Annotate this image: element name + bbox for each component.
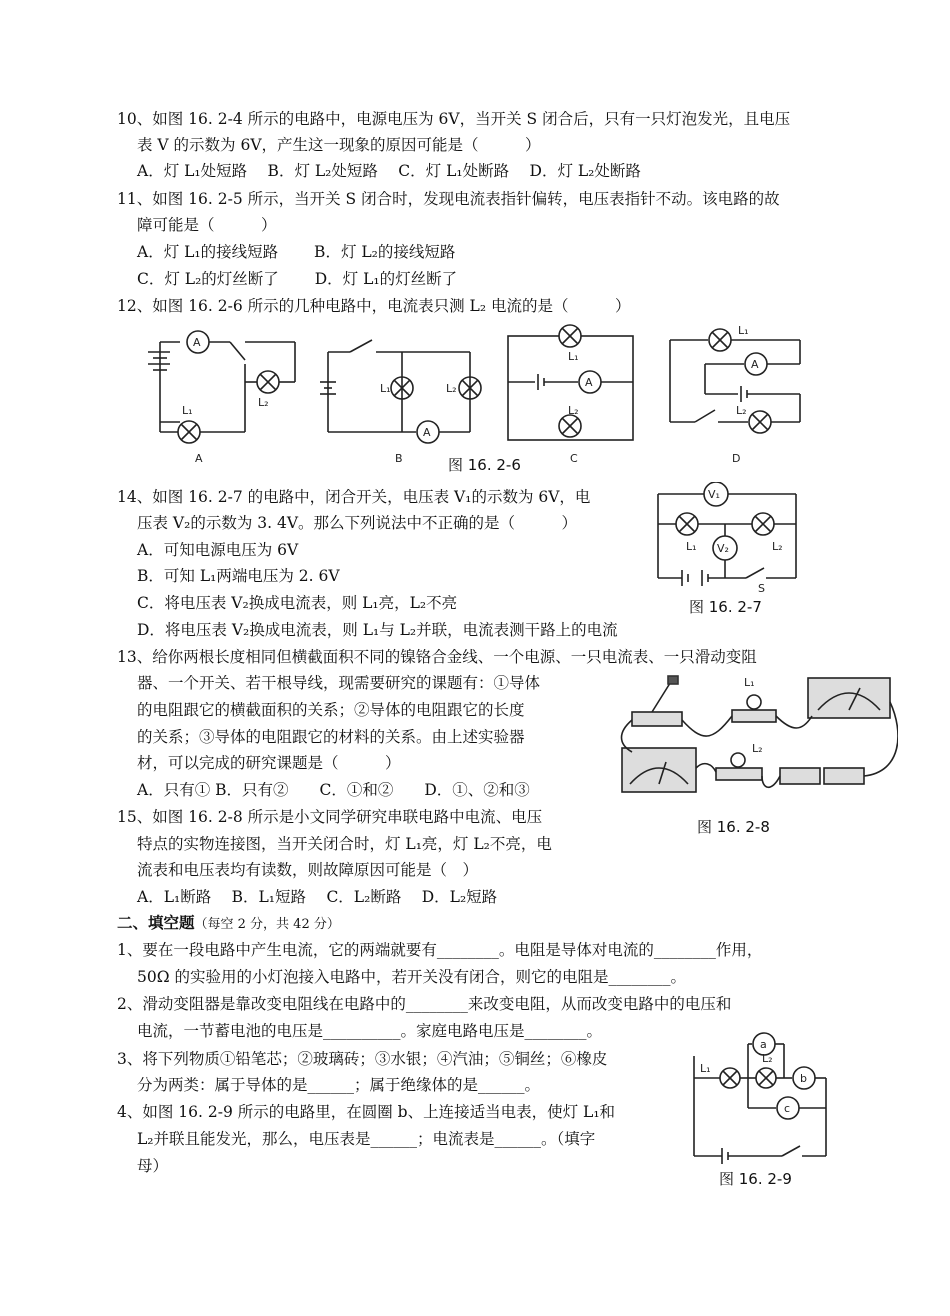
q10-line2: 表 V 的示数为 6V，产生这一现象的原因可能是（ ） — [137, 136, 541, 154]
q10-line1: 10、如图 16. 2-4 所示的电路中，电源电压为 6V，当开关 S 闭合后，只有一只灯泡发光，且电压 — [117, 110, 791, 128]
q13-options: A．只有① B．只有② C．①和② D．①、②和③ — [137, 781, 530, 799]
f3-line1: 3、将下列物质①铅笔芯；②玻璃砖；③水银；④汽油；⑤铜丝；⑥橡皮 — [117, 1050, 608, 1068]
circuit-c-label: C — [570, 452, 578, 465]
q14-line2: 压表 V₂的示数为 3. 4V。那么下列说法中不正确的是（ ） — [137, 514, 578, 532]
battery-2-icon — [824, 768, 864, 784]
q12-line1: 12、如图 16. 2-6 所示的几种电路中，电流表只测 L₂ 电流的是（ ） — [117, 297, 631, 315]
l2-label-147: L₂ — [772, 540, 783, 553]
f4-line1: 4、如图 16. 2-9 所示的电路里，在圆圈 b、上连接适当电表，使灯 L₁和 — [117, 1103, 616, 1121]
q13-line3: 的电阻跟它的横截面积的关系；②导体的电阻跟它的长度 — [137, 701, 525, 719]
f4-line3: 母） — [137, 1157, 169, 1175]
l2-label-a: L₂ — [258, 396, 269, 409]
f2-line1: 2、滑动变阻器是靠改变电阻线在电路中的________来改变电阻，从而改变电路中的电压和 — [117, 995, 732, 1013]
ammeter-icon-148 — [622, 748, 696, 792]
circuit-d-label: D — [732, 452, 741, 465]
circuit-b-label: B — [395, 452, 403, 465]
q13-line4: 的关系；③导体的电阻跟它的材料的关系。由上述实验器 — [137, 728, 525, 746]
q14-option-b: B．可知 L₁两端电压为 2. 6V — [137, 567, 340, 585]
l2-label-148: L₂ — [752, 742, 763, 755]
figure-16-2-6-caption: 图 16. 2-6 — [448, 456, 521, 474]
section-2-heading — [117, 912, 340, 936]
q15-line2: 特点的实物连接图，当开关闭合时，灯 L₁亮，灯 L₂不亮，电 — [137, 835, 552, 853]
figure-16-2-9-caption: 图 16. 2-9 — [719, 1170, 792, 1188]
meter-b-label: b — [800, 1072, 807, 1085]
l1-label-d: L₁ — [738, 324, 749, 337]
meter-a-label: a — [760, 1038, 767, 1051]
q11-line1: 11、如图 16. 2-5 所示，当开关 S 闭合时，发现电流表指针偏转，电压表指针不动。该电路的故 — [117, 190, 780, 208]
l1-label-c: L₁ — [568, 350, 579, 363]
q13-line2: 器、一个开关、若干根导线，现需要研究的课题有：①导体 — [137, 674, 541, 692]
q14-option-d: D．将电压表 V₂换成电流表，则 L₁与 L₂并联，电流表测干路上的电流 — [137, 621, 618, 639]
q11-line2: 障可能是（ ） — [137, 216, 277, 234]
ammeter-label-d: A — [751, 358, 759, 371]
ammeter-label-a: A — [193, 336, 201, 349]
battery-1-icon — [780, 768, 820, 784]
l1-label-a: L₁ — [182, 404, 193, 417]
q14-line1: 14、如图 16. 2-7 的电路中，闭合开关，电压表 V₁的示数为 6V，电 — [117, 488, 591, 506]
figure-16-2-9 — [686, 1032, 836, 1166]
f4-line2: L₂并联且能发光，那么，电压表是______；电流表是______。（填字 — [137, 1130, 596, 1148]
q15-line1: 15、如图 16. 2-8 所示是小文同学研究串联电路中电流、电压 — [117, 808, 543, 826]
l1-label-b: L₁ — [380, 382, 391, 395]
q15-options: A．L₁断路 B．L₁短路 C．L₂断路 D．L₂短路 — [137, 888, 498, 906]
figure-16-2-8 — [612, 672, 898, 812]
figure-16-2-6 — [140, 322, 810, 474]
voltmeter-icon — [808, 678, 890, 718]
l1-label-169: L₁ — [700, 1062, 711, 1075]
section-2-note: （每空 2 分，共 42 分） — [194, 917, 340, 932]
q14-option-a: A．可知电源电压为 6V — [137, 541, 299, 559]
ammeter-label-c: A — [585, 376, 593, 389]
circuit-b — [320, 340, 481, 465]
v2-label: V₂ — [717, 542, 729, 555]
circuit-a — [148, 331, 295, 465]
lamp-l2-icon — [716, 768, 762, 780]
v1-label: V₁ — [708, 488, 720, 501]
figure-16-2-8-caption: 图 16. 2-8 — [697, 818, 770, 836]
l2-label-b: L₂ — [446, 382, 457, 395]
lamp-l1-icon — [732, 710, 776, 722]
f3-line2: 分为两类：属于导体的是______；属于绝缘体的是______。 — [137, 1076, 541, 1094]
l2-label-d: L₂ — [736, 404, 747, 417]
q14-option-c: C．将电压表 V₂换成电流表，则 L₁亮，L₂不亮 — [137, 594, 458, 612]
circuit-a-label: A — [195, 452, 203, 465]
figure-16-2-7-caption: 图 16. 2-7 — [689, 598, 762, 616]
rheostat-icon — [632, 712, 682, 726]
circuit-d — [670, 324, 800, 465]
l2-label-c: L₂ — [568, 404, 579, 417]
switch-s-label: S — [758, 582, 765, 595]
l2-label-169: L₂ — [762, 1052, 773, 1065]
section-2-title: 二、填空题 — [117, 913, 195, 932]
f1-line1: 1、要在一段电路中产生电流，它的两端就要有________。电阻是导体对电流的________作用， — [117, 941, 763, 959]
q13-line1: 13、给你两根长度相同但横截面积不同的镍铬合金线、一个电源、一只电流表、一只滑动变阻 — [117, 648, 757, 666]
figure-16-2-7 — [652, 482, 802, 600]
circuit-c — [508, 325, 633, 465]
meter-c-label: c — [784, 1102, 791, 1115]
l1-label-147: L₁ — [686, 540, 697, 553]
f1-line2: 50Ω 的实验用的小灯泡接入电路中，若开关没有闭合，则它的电阻是________。 — [137, 968, 687, 986]
ammeter-label-b: A — [423, 426, 431, 439]
q11-options-ab: A．灯 L₁的接线短路 B．灯 L₂的接线短路 — [137, 243, 456, 261]
q15-line3: 流表和电压表均有读数，则故障原因可能是（ ） — [137, 861, 479, 879]
q11-options-cd: C．灯 L₂的灯丝断了 D．灯 L₁的灯丝断了 — [137, 270, 458, 288]
q13-line5: 材，可以完成的研究课题是（ ） — [137, 754, 401, 772]
f2-line2: 电流，一节蓄电池的电压是__________。家庭电路电压是________。 — [137, 1022, 603, 1040]
l1-label-148: L₁ — [744, 676, 755, 689]
q10-options: A．灯 L₁处短路 B．灯 L₂处短路 C．灯 L₁处断路 D．灯 L₂处断路 — [137, 162, 641, 180]
